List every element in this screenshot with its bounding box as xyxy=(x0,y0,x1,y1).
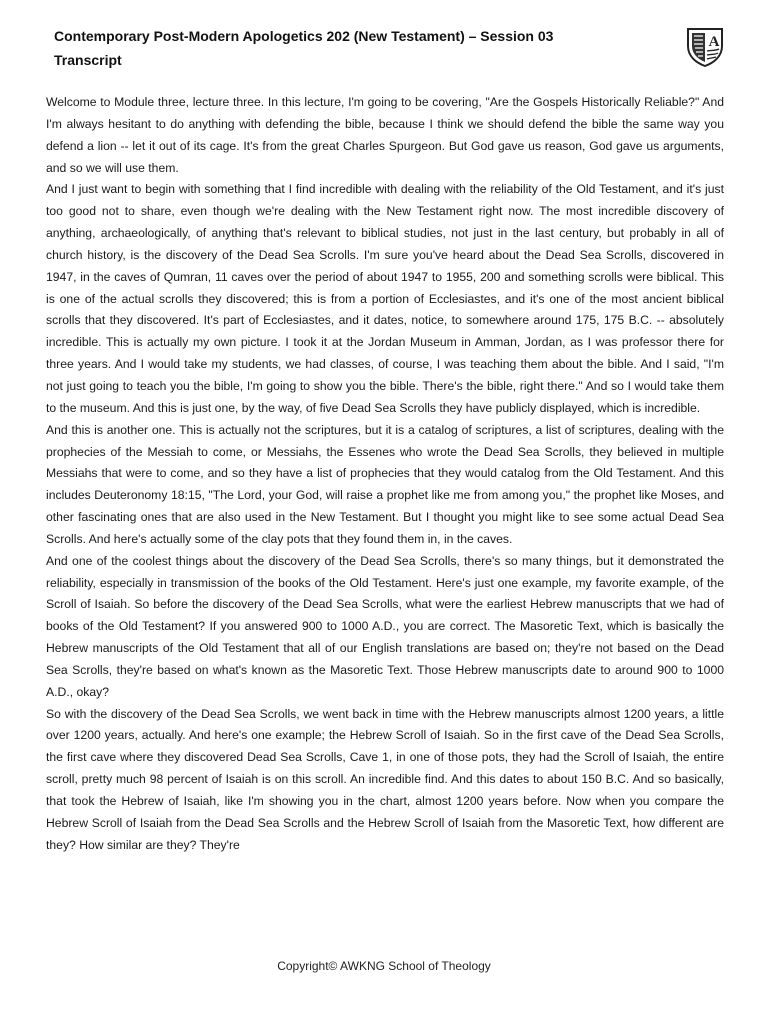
document-title-line2: Transcript xyxy=(54,52,122,68)
paragraph: Welcome to Module three, lecture three. In this lecture, I'm going to be covering, "Are the Gospels Historically Reliable?" And I'm always hesitant to do anything with defending the bible, because I think we should defend the bible the same way you defend a lion -- let it out of its cage. It's from the great Charles Spurgeon. But God gave us reason, God gave us arguments, and so we will use them. xyxy=(46,95,724,175)
logo-letter: A xyxy=(708,34,720,50)
awkng-shield-logo-icon xyxy=(684,26,726,68)
paragraph: And I just want to begin with something that I find incredible with dealing with the reliability of the Old Testament, and it's just too good not to share, even though we're dealing with the New Testament right now. The most incredible discovery of anything, archaeologically, of anything that's relevant to biblical studies, not just in the last century, but probably in all of church history, is the discovery of the Dead Sea Scrolls. I'm sure you've heard about the Dead Sea Scrolls, discovered in 1947, in the caves of Qumran, 11 caves over the period of about 1947 to 1955, 200 and something scrolls were biblical. This is one of the actual scrolls they discovered; this is from a portion of Ecclesiastes, and it's one of the most ancient biblical scrolls that they discovered. It's part of Ecclesiastes, and it dates, notice, to somewhere around 175, 175 B.C. -- absolutely incredible. This is actually my own picture. I took it at the Jordan Museum in Amman, Jordan, as I was professor there for three years. And I would take my students, we had classes, of course, I was teaching them about the bible. And I said, "I'm not just going to teach you the bible, I'm going to show you the bible. There's the bible, right there." And so I would take them to the museum. And this is just one, by the way, of five Dead Sea Scrolls they have publicly displayed, which is incredible. xyxy=(46,182,724,415)
paragraph: And one of the coolest things about the discovery of the Dead Sea Scrolls, there's so many things, but it demonstrated the reliability, especially in transmission of the books of the Old Testament. Here's just one example, my favorite example, of the Scroll of Isaiah. So before the discovery of the Dead Sea Scrolls, what were the earliest Hebrew manuscripts that we had of books of the Old Testament? If you answered 900 to 1000 A.D., you are correct. The Masoretic Text, which is basically the Hebrew manuscripts of the Old Testament that all of our English translations are based on; they're not based on the Dead Sea Scrolls, they're based on what's known as the Masoretic Text. Those Hebrew manuscripts date to around 900 to 1000 A.D., okay? xyxy=(46,553,724,699)
paragraph: So with the discovery of the Dead Sea Scrolls, we went back in time with the Hebrew manuscripts almost 1200 years, a little over 1200 years, actually. And here's one example; the Hebrew Scroll of Isaiah. So in the first cave of the Dead Sea Scrolls, the first cave where they discovered Dead Sea Scrolls, Cave 1, in one of those pots, they had the Scroll of Isaiah, the entire scroll, pretty much 98 percent of Isaiah is on this scroll. An incredible find. And this dates to about 150 B.C. And so basically, that took the Hebrew of Isaiah, like I'm showing you in the chart, almost 1200 years before. Now when you compare the Hebrew Scroll of Isaiah from the Dead Sea Scrolls and the Hebrew Scroll of Isaiah from the Masoretic Text, how different are they? How similar are they? They're xyxy=(46,706,724,852)
page-header xyxy=(54,24,654,72)
transcript-body xyxy=(46,92,724,857)
document-title-line1: Contemporary Post-Modern Apologetics 202 (New Testament) – Session 03 xyxy=(54,28,554,44)
copyright-footer: Copyright© AWKNG School of Theology xyxy=(277,959,491,973)
paragraph: And this is another one. This is actually not the scriptures, but it is a catalog of scriptures, a list of scriptures, dealing with the prophecies of the Messiah to come, or Messiahs, the Essenes who wrote the Dead Sea Scrolls, they believed in multiple Messiahs that were to come, and so they have a list of prophecies that they would catalog from the Old Testament. And this includes Deuteronomy 18:15, "The Lord, your God, will raise a prophet like me from among you," the prophet like Moses, and other fascinating ones that are also used in the New Testament. But I thought you might like to see some actual Dead Sea Scrolls. And here's actually some of the clay pots that they found them in, in the caves. xyxy=(46,422,724,546)
